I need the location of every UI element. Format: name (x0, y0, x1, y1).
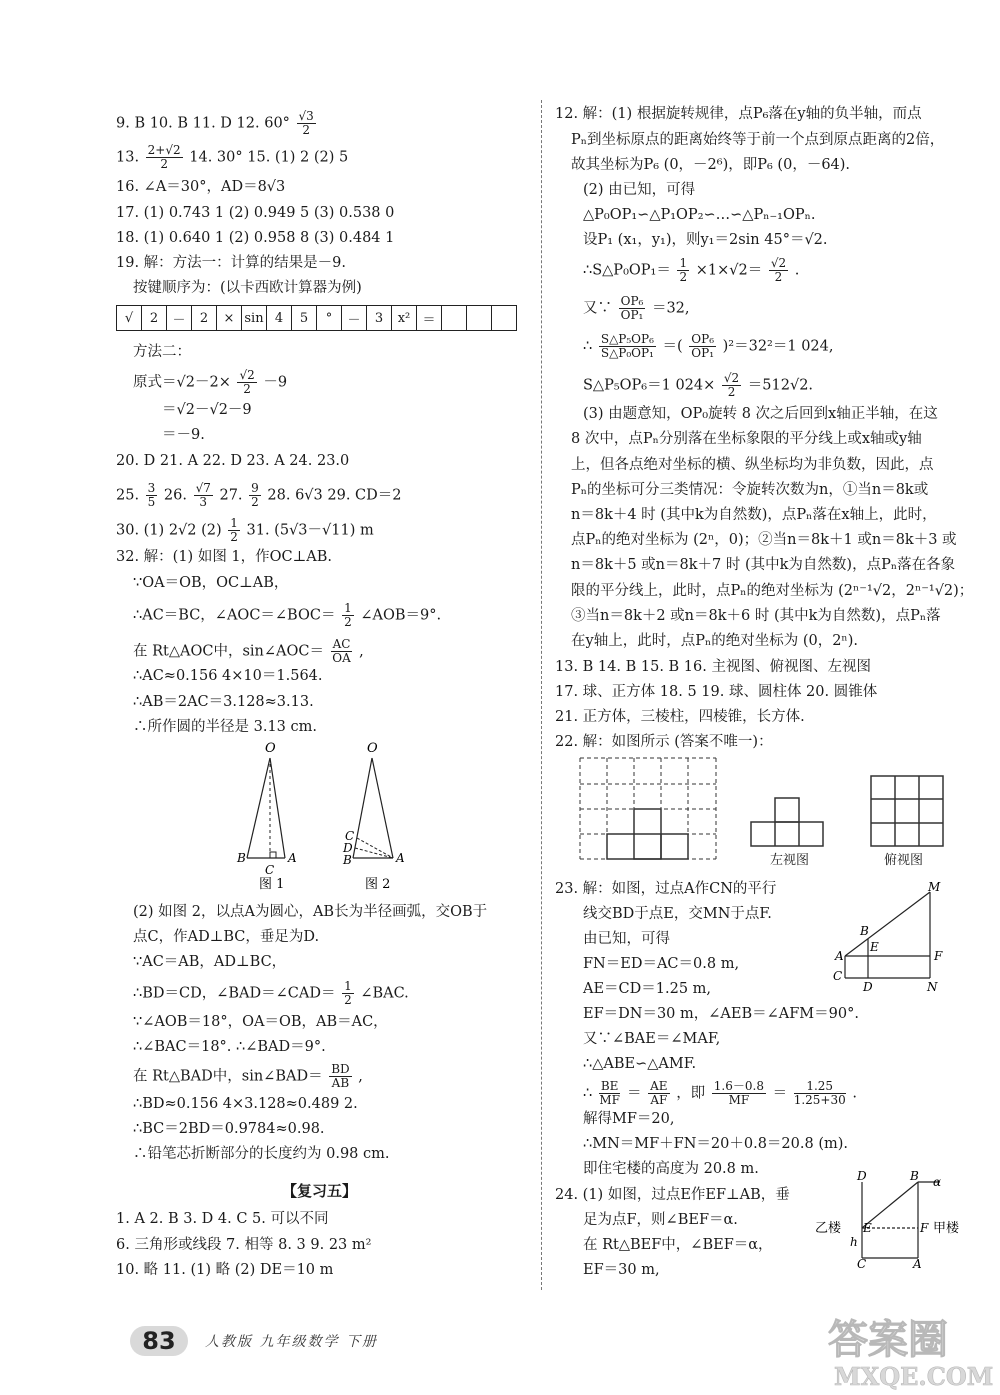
answer-line: 22. 解：如图所示 (答案不唯一)： (555, 734, 773, 750)
answer-line: 按键顺序为：(以卡西欧计算器为例) (133, 280, 362, 296)
answer-line: ∴ $\frac{BE}{MF}$ ＝ $\frac{AE}{AF}$ ，即 $\frac{1.6-0.8}{MF}$ ＝ $\frac{1.25}{1.25+30}$ . (583, 1079, 857, 1107)
front-view-grid (580, 758, 716, 859)
svg-text:B: B (237, 851, 246, 865)
answer-line: EF＝DN＝30 m，∠AEB＝∠AFM＝90°. (583, 1006, 859, 1022)
answer-line: 原式＝√2－2× $\frac{√2}{2}$ －9 (133, 368, 288, 396)
key-cell: ° (317, 306, 342, 331)
fraction: $\frac{√2}{2}$ (723, 371, 740, 399)
answer-line: 方法二： (133, 344, 191, 360)
answer-line: 限的平分线上，此时，点Pₙ的绝对坐标为 (2ⁿ⁻¹√2，2ⁿ⁻¹√2)； (571, 583, 974, 599)
svg-text:A: A (396, 851, 405, 865)
answer-line: 20. D 21. A 22. D 23. A 24. 23.0 (116, 453, 350, 469)
key-cell: 2 (142, 306, 167, 331)
answer-line: 又∵∠BAE＝∠MAF, (583, 1031, 721, 1047)
svg-text:D: D (857, 1170, 867, 1183)
answer-line: 在y轴上，此时，点Pₙ的绝对坐标为 (0，2ⁿ). (571, 633, 858, 649)
answer-line: ∴AC＝BC，∠AOC＝∠BOC＝ $\frac{1}{2}$ ∠AOB＝9°. (133, 601, 442, 629)
svg-text:MXQE.COM: MXQE.COM (834, 1362, 994, 1390)
fraction: $\frac{2+√2}{2}$ (147, 143, 181, 171)
answer-line: 在 Rt△BAD中，sin∠BAD＝ $\frac{BD}{AB}$ , (133, 1062, 363, 1090)
answer-line: Pₙ到坐标原点的距离始终等于前一个点到原点距离的2倍， (571, 132, 945, 148)
answer-line: 解得MF＝20, (583, 1111, 675, 1127)
key-cell: × (217, 306, 242, 331)
fraction: $\frac{1}{2}$ (679, 256, 688, 284)
answer-line: 16. ∠A＝30°，AD＝8√3 (116, 179, 286, 195)
answer-line: ∴∠BAC＝18°. ∴∠BAD＝9°. (133, 1039, 326, 1055)
answer-line: 30. (1) 2√2 (2) $\frac{1}{2}$ 31. (5√3－√11) m (116, 516, 374, 544)
key-cell: － (167, 306, 192, 331)
fraction: $\frac{1.6-0.8}{MF}$ (713, 1079, 764, 1107)
svg-text:α: α (933, 1175, 942, 1189)
svg-text:O: O (367, 741, 378, 756)
answer-line: 10. 略 11. (1) 略 (2) DE＝10 m (116, 1262, 334, 1278)
top-view-caption: 俯视图 (884, 853, 924, 868)
answer-line: ＝√2－√2－9 (162, 402, 252, 418)
svg-text:乙楼: 乙楼 (815, 1221, 842, 1236)
calculator-key-table (116, 305, 517, 331)
answer-line: 13. $\frac{2+√2}{2}$ 14. 30° 15. (1) 2 (2) 5 (116, 143, 349, 171)
answer-line: 设P₁ (x₁，y₁)，则y₁＝2sin 45°＝√2. (583, 232, 828, 248)
fraction: $\frac{3}{5}$ (147, 481, 156, 509)
key-cell (492, 306, 517, 331)
answer-line: ∴AB＝2AC＝3.128≈3.13. (133, 694, 314, 710)
answer-line: (3) 由题意知，OP₀旋转 8 次之后回到x轴正半轴，在这 (583, 406, 938, 422)
building-figure-24 (815, 1170, 975, 1270)
answer-line: 故其坐标为P₆ (0，－2⁶)，即P₆ (0，－64). (571, 157, 851, 173)
svg-text:E: E (870, 940, 879, 954)
key-cell: 4 (267, 306, 292, 331)
answer-line: 13. B 14. B 15. B 16. 主视图、俯视图、左视图 (555, 659, 871, 675)
answer-line: 即住宅楼的高度为 20.8 m. (583, 1161, 759, 1177)
answer-line: ∴ $\frac{\text{S△P₅OP₆}}{\text{S△P₀OP₁}}$ ＝( $\frac{\text{OP₆}}{\text{OP₁}}$ )²＝32²＝1 024, (583, 332, 834, 360)
answer-line: ③当n＝8k＋2 或n＝8k＋6 时 (其中k为自然数)，点Pₙ落 (571, 608, 941, 624)
fraction: $\frac{\text{S△P₅OP₆}}{\text{S△P₀OP₁}}$ (600, 332, 654, 360)
key-cell: ＝ (417, 306, 442, 331)
answer-line: 点C，作AD⊥BC，垂足为D. (133, 929, 320, 945)
svg-text:D: D (343, 841, 353, 855)
answer-line: 在 Rt△BEF中，∠BEF＝α， (583, 1237, 773, 1253)
svg-text:C: C (833, 969, 843, 983)
page-number: 83 (130, 1326, 188, 1356)
fraction: $\frac{√2}{2}$ (770, 256, 787, 284)
building-figure-23 (830, 880, 980, 992)
figure-2 (342, 741, 405, 890)
svg-text:B: B (910, 1170, 919, 1183)
fraction: $\frac{1}{2}$ (344, 601, 352, 629)
svg-text:图 1: 图 1 (259, 877, 285, 890)
answer-line: ∴铅笔芯折断部分的长度约为 0.98 cm. (133, 1146, 390, 1162)
watermark-logo (820, 1305, 995, 1390)
fraction: $\frac{√7}{3}$ (195, 481, 211, 509)
key-cell (442, 306, 467, 331)
column-divider (541, 100, 542, 1290)
key-cell: √ (117, 306, 142, 331)
fraction: $\frac{9}{2}$ (251, 481, 259, 509)
top-view (871, 776, 943, 846)
book-info: 人教版 九年级数学 下册 (205, 1334, 378, 1350)
svg-text:答案圈: 答案圈 (828, 1316, 948, 1363)
answer-line: 12. 解：(1) 根据旋转规律，点P₆落在y轴的负半轴，而点 (555, 106, 922, 122)
svg-text:A: A (835, 949, 844, 963)
left-view-caption: 左视图 (770, 853, 810, 868)
svg-text:B: B (343, 853, 352, 867)
answer-line: 23. 解：如图，过点A作CN的平行 (555, 881, 777, 897)
svg-text:图 2: 图 2 (365, 877, 391, 890)
key-cell: sin (242, 306, 267, 331)
answer-line: 19. 解：方法一：计算的结果是－9. (116, 255, 347, 271)
left-view (751, 798, 823, 846)
svg-text:M: M (928, 880, 941, 894)
answer-line: ∴所作圆的半径是 3.13 cm. (133, 719, 317, 735)
fraction: $\frac{\text{OP₆}}{\text{OP₁}}$ (691, 332, 715, 360)
key-cell: － (342, 306, 367, 331)
fraction: $\frac{\text{OP₆}}{\text{OP₁}}$ (620, 294, 644, 322)
answer-line: EF＝30 m, (583, 1262, 660, 1278)
answer-line: 32. 解：(1) 如图 1，作OC⊥AB. (116, 549, 333, 565)
key-cell: 5 (292, 306, 317, 331)
answer-line: 24. (1) 如图，过点E作EF⊥AB，垂 (555, 1187, 790, 1203)
svg-text:O: O (265, 741, 276, 756)
svg-text:B: B (860, 924, 869, 938)
fraction: $\frac{1}{2}$ (230, 516, 238, 544)
triangle-figures (225, 740, 425, 890)
answer-line: 8 次中，点Pₙ分别落在坐标象限的平分线上或x轴或y轴 (571, 431, 922, 447)
key-cell: x² (392, 306, 417, 331)
answer-line: 上，但各点绝对坐标的横、纵坐标均为非负数，因此，点 (571, 457, 934, 473)
answer-line: ∴BD≈0.156 4×3.128≈0.489 2. (133, 1096, 358, 1112)
answer-line: ∴MN＝MF＋FN＝20＋0.8＝20.8 (m). (583, 1136, 848, 1152)
answer-line: ∵OA＝OB，OC⊥AB， (133, 575, 289, 591)
answer-line: ＝－9. (162, 427, 205, 443)
fraction: $\frac{√3}{2}$ (298, 109, 314, 137)
svg-text:C: C (345, 829, 355, 843)
answer-line: 9. B 10. B 11. D 12. 60° $\frac{√3}{2}$ (116, 109, 314, 137)
answer-line: (2) 由已知，可得 (583, 182, 696, 198)
svg-text:C: C (265, 863, 275, 877)
svg-text:F: F (934, 949, 943, 963)
fraction: $\frac{√2}{2}$ (239, 368, 255, 396)
answer-line: ∵∠AOB＝18°，OA＝OB，AB＝AC， (133, 1014, 388, 1030)
svg-text:A: A (288, 851, 297, 865)
key-cell (467, 306, 492, 331)
svg-text:N: N (927, 980, 938, 992)
answer-line: 由已知，可得 (583, 931, 670, 947)
answer-line: ∴BD＝CD，∠BAD＝∠CAD＝ $\frac{1}{2}$ ∠BAC. (133, 979, 409, 1007)
key-cell: 2 (192, 306, 217, 331)
answer-line: 又∵ $\frac{\text{OP₆}}{\text{OP₁}}$ ＝32, (583, 294, 690, 322)
figure-1 (236, 741, 297, 890)
svg-text:F: F (920, 1221, 929, 1235)
fraction: $\frac{BE}{MF}$ (599, 1079, 620, 1107)
answer-line: 21. 正方体，三棱柱，四棱锥，长方体. (555, 709, 805, 725)
fraction: $\frac{1.25}{1.25+30}$ (793, 1079, 846, 1107)
svg-text:A: A (913, 1257, 922, 1270)
fraction: $\frac{BD}{AB}$ (331, 1062, 350, 1090)
answer-line: AE＝CD＝1.25 m, (583, 981, 712, 997)
answer-line: ∴△ABE∽△AMF. (583, 1056, 697, 1072)
answer-line: 1. A 2. B 3. D 4. C 5. 可以不同 (116, 1211, 329, 1227)
answer-line: 6. 三角形或线段 7. 相等 8. 3 9. 23 m² (116, 1237, 372, 1253)
answer-line: 线交BD于点E，交MN于点F. (583, 906, 772, 922)
answer-line: 点Pₙ的绝对坐标为 (2ⁿ，0)；②当n＝8k＋1 或n＝8k＋3 或 (571, 532, 957, 548)
key-cell: 3 (367, 306, 392, 331)
svg-text:h: h (850, 1235, 858, 1249)
answer-line: ∴AC≈0.156 4×10＝1.564. (133, 668, 323, 684)
svg-text:E: E (863, 1221, 872, 1235)
answer-line: 17. 球、正方体 18. 5 19. 球、圆柱体 20. 圆锥体 (555, 684, 878, 700)
answer-line: n＝8k＋5 或n＝8k＋7 时 (其中k为自然数)，点Pₙ落在各象 (571, 557, 956, 573)
answer-line: Pₙ的坐标可分三类情况：令旋转次数为n，①当n＝8k或 (571, 482, 929, 498)
answer-line: 18. (1) 0.640 1 (2) 0.958 8 (3) 0.484 1 (116, 230, 395, 246)
section-heading: 【复习五】 (282, 1182, 358, 1200)
svg-text:C: C (857, 1257, 867, 1270)
answer-line: 足为点F，则∠BEF＝α. (583, 1212, 738, 1228)
answer-line: (2) 如图 2，以点A为圆心，AB长为半径画弧，交OB于 (133, 904, 488, 920)
answer-line: ∴S△P₀OP₁＝ $\frac{1}{2}$ ×1×√2＝ $\frac{√2}{2}$ . (583, 256, 800, 284)
answer-line: FN＝ED＝AC＝0.8 m, (583, 956, 740, 972)
answer-line: 25. $\frac{3}{5}$ 26. $\frac{√7}{3}$ 27. $\frac{9}{2}$ 28. 6√3 29. CD＝2 (116, 481, 402, 509)
answer-line: ∵AC＝AB，AD⊥BC， (133, 954, 287, 970)
answer-line: 17. (1) 0.743 1 (2) 0.949 5 (3) 0.538 0 (116, 205, 395, 221)
fraction: $\frac{AC}{OA}$ (332, 637, 351, 665)
svg-text:D: D (863, 980, 873, 992)
answer-line: n＝8k＋4 时 (其中k为自然数)，点Pₙ落在x轴上，此时， (571, 507, 937, 523)
svg-text:甲楼: 甲楼 (933, 1221, 960, 1236)
fraction: $\frac{1}{2}$ (344, 979, 352, 1007)
answer-line: △P₀OP₁∽△P₁OP₂∽…∽△Pₙ₋₁OPₙ. (583, 207, 816, 223)
answer-line: S△P₅OP₆＝1 024× $\frac{√2}{2}$ ＝512√2. (583, 371, 814, 399)
answer-line: ∴BC＝2BD＝0.9784≈0.98. (133, 1121, 325, 1137)
answer-line: 在 Rt△AOC中，sin∠AOC＝ $\frac{AC}{OA}$ , (133, 637, 364, 665)
fraction: $\frac{AE}{AF}$ (650, 1079, 668, 1107)
